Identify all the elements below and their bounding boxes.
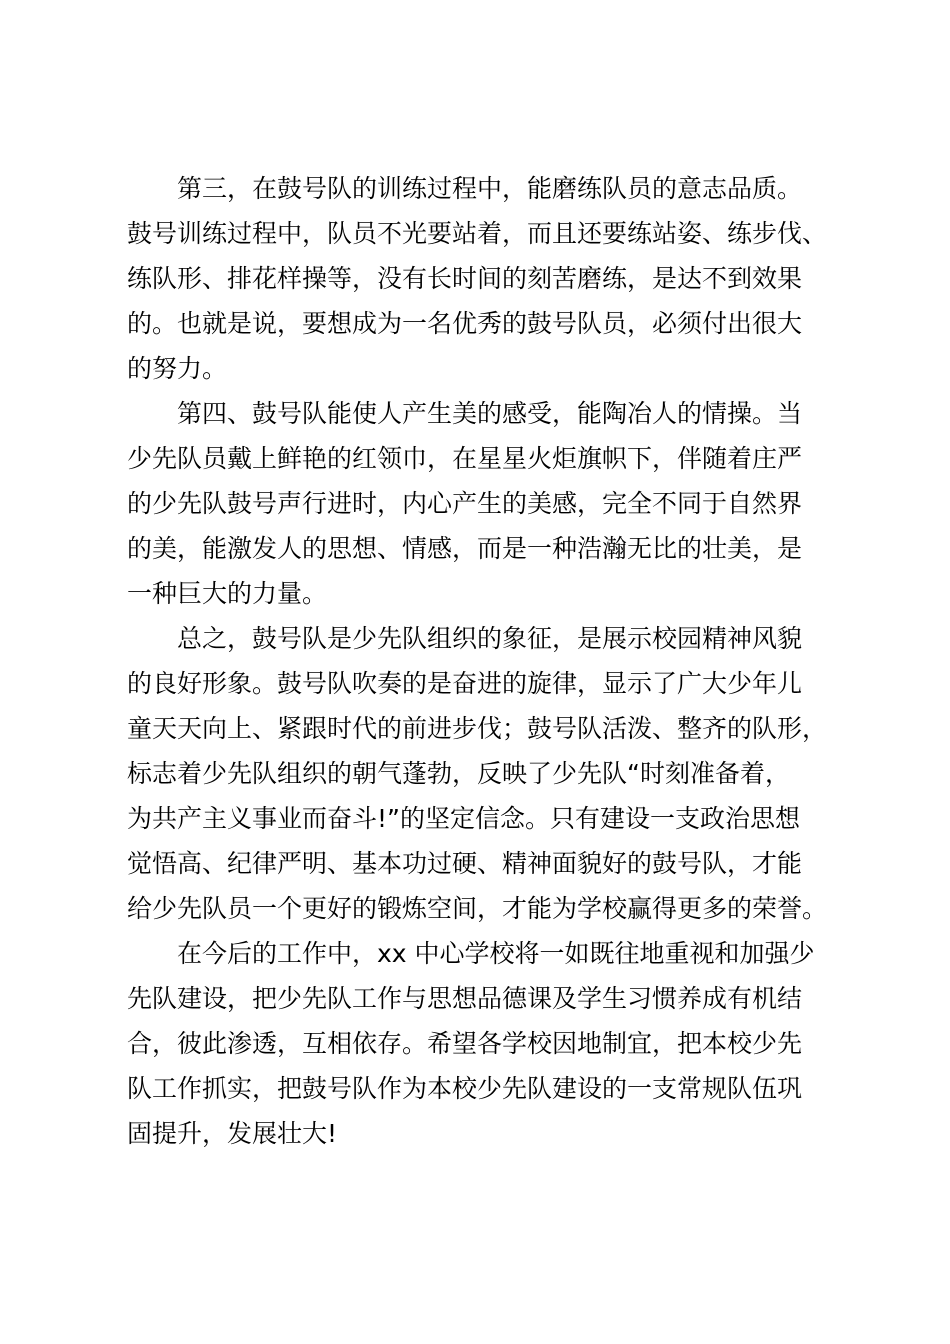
document-body [127, 166, 837, 1156]
text-line: 鼓号训练过程中，队员不光要站着，而且还要练站姿、练步伐、 [127, 219, 828, 248]
text-line: 的少先队鼓号声行进时，内心产生的美感，完全不同于自然界 [127, 489, 803, 518]
text-line: 的美，能激发人的思想、情感，而是一种浩瀚无比的壮美，是 [127, 534, 803, 563]
text-line: 固提升，发展壮大! [127, 1119, 338, 1148]
text-line: 的良好形象。鼓号队吹奏的是奋进的旋律，显示了广大少年儿 [127, 669, 803, 698]
paragraph-3 [127, 616, 837, 931]
text-line: 队工作抓实，把鼓号队作为本校少先队建设的一支常规队伍巩 [127, 1074, 803, 1103]
text-line: 为共产主义事业而奋斗!”的坚定信念。只有建设一支政治思想 [127, 804, 800, 833]
text-line: 的。也就是说，要想成为一名优秀的鼓号队员，必须付出很大 [127, 309, 803, 338]
text-line: 的努力。 [127, 354, 228, 383]
text-line: 合，彼此渗透，互相依存。希望各学校因地制宜，把本校少先 [127, 1029, 803, 1058]
text-line: 练队形、排花样操等，没有长时间的刻苦磨练，是达不到效果 [127, 264, 803, 293]
text-line: 第四、鼓号队能使人产生美的感受，能陶冶人的情操。当 [177, 399, 803, 428]
text-line: 在今后的工作中，xx 中心学校将一如既往地重视和加强少 [177, 939, 815, 968]
text-line: 觉悟高、纪律严明、基本功过硬、精神面貌好的鼓号队，才能 [127, 849, 803, 878]
text-line: 先队建设，把少先队工作与思想品德课及学生习惯养成有机结 [127, 984, 803, 1013]
paragraph-2 [127, 391, 837, 616]
text-line: 标志着少先队组织的朝气蓬勃，反映了少先队“时刻准备着， [127, 759, 790, 788]
text-line: 少先队员戴上鲜艳的红领巾，在星星火炬旗帜下，伴随着庄严 [127, 444, 803, 473]
text-line: 童天天向上、紧跟时代的前进步伐；鼓号队活泼、整齐的队形， [127, 714, 828, 743]
text-line: 一种巨大的力量。 [127, 579, 328, 608]
text-line: 总之，鼓号队是少先队组织的象征，是展示校园精神风貌 [177, 624, 803, 653]
paragraph-4 [127, 931, 837, 1156]
paragraph-1 [127, 166, 837, 391]
text-line: 第三，在鼓号队的训练过程中，能磨练队员的意志品质。 [177, 174, 803, 203]
text-line: 给少先队员一个更好的锻炼空间，才能为学校赢得更多的荣誉。 [127, 894, 828, 923]
